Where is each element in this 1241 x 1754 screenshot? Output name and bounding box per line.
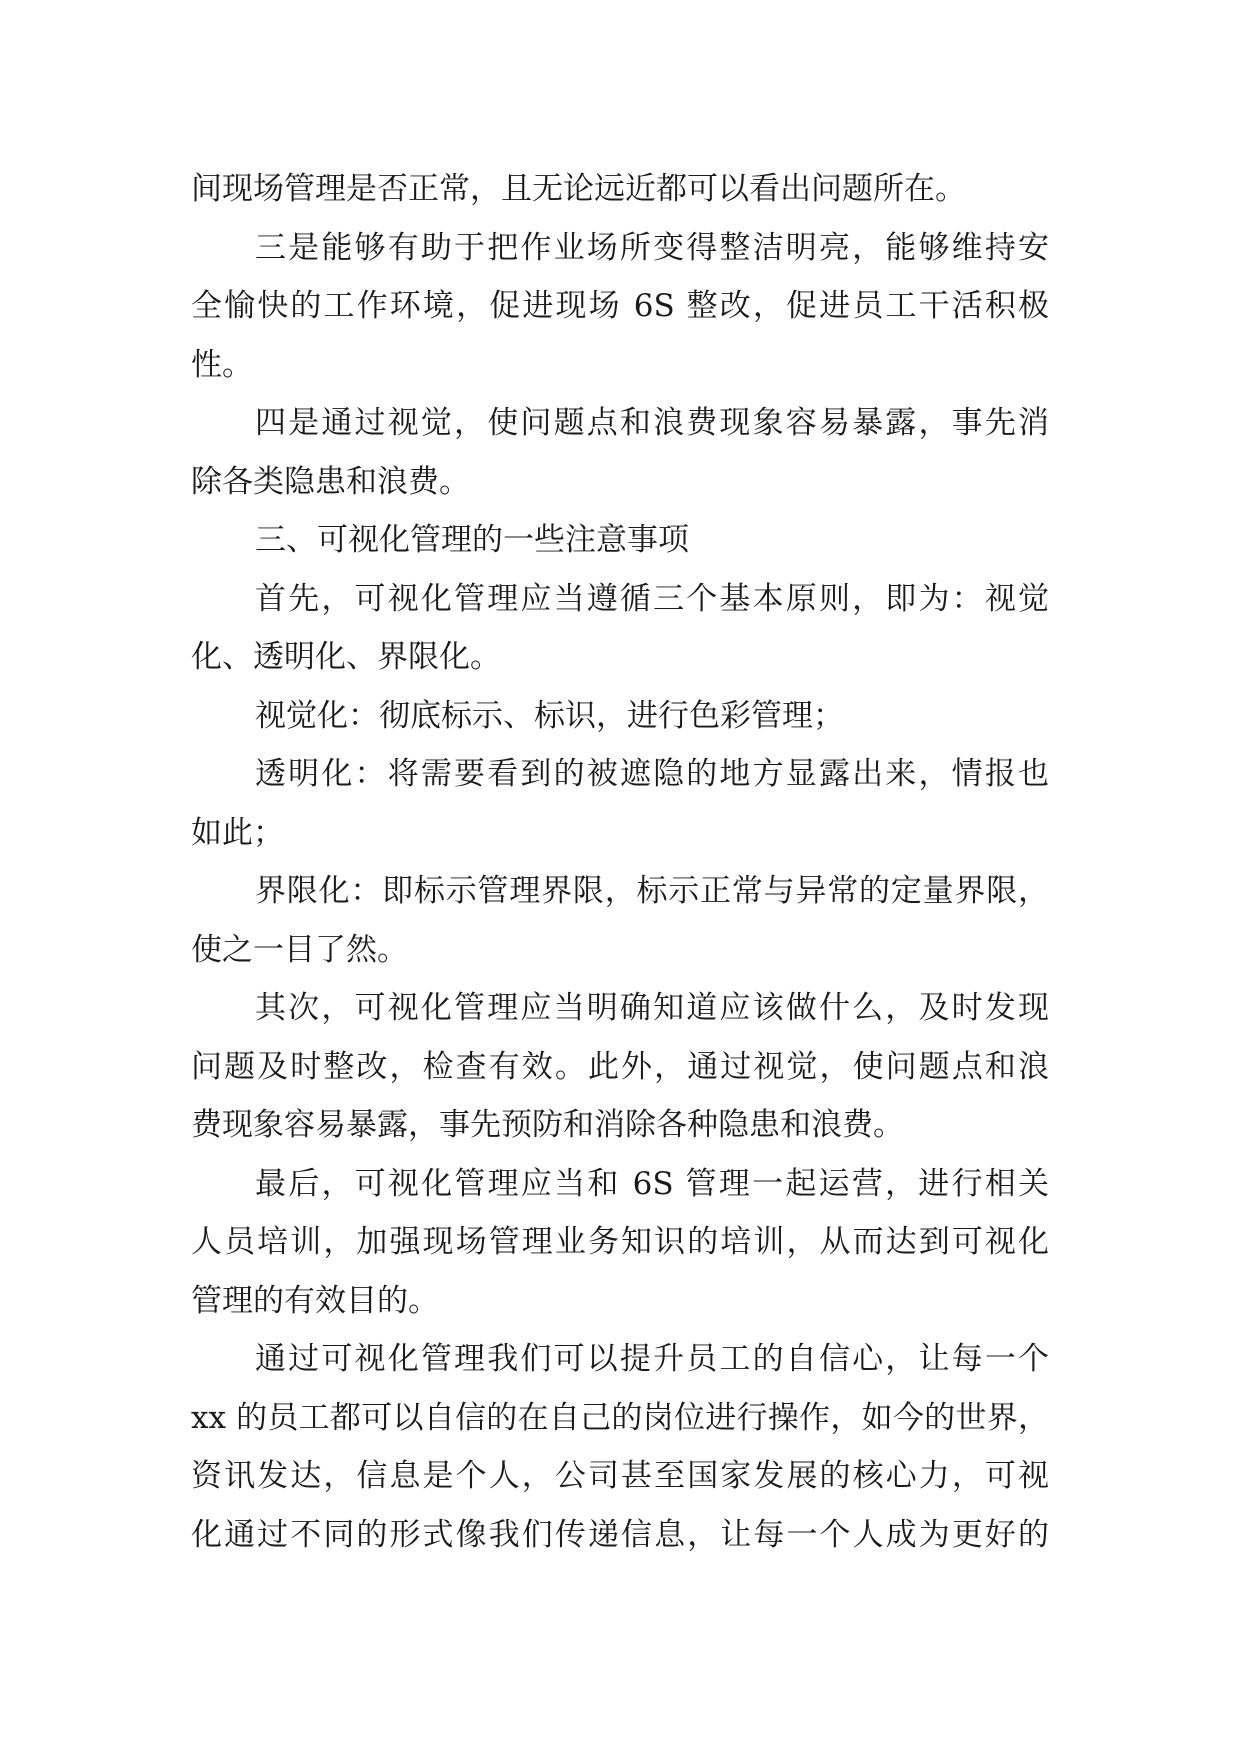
text-line: 如此； (191, 814, 284, 851)
text-line: 使之一目了然。 (191, 931, 408, 968)
text-line: 费现象容易暴露，事先预防和消除各种隐患和浪费。 (191, 1107, 904, 1143)
text-line: 问题及时整改，检查有效。此外，通过视觉，使问题点和浪 (191, 1048, 1049, 1085)
paragraph-first-line: 通过可视化管理我们可以提升员工的自信心，让每一个 (255, 1341, 1049, 1377)
document-body (191, 160, 1049, 1564)
text-line: 全愉快的工作环境，促进现场 6S 整改，促进员工干活积极 (191, 288, 1049, 324)
paragraph-first-line: 透明化：将需要看到的被遮隐的地方显露出来，情报也 (255, 756, 1049, 792)
paragraph-first-line: 其次，可视化管理应当明确知道应该做什么，及时发现 (255, 990, 1049, 1026)
paragraph-first-line: 三是能够有助于把作业场所变得整洁明亮，能够维持安 (255, 229, 1049, 266)
paragraph-first-line: 首先，可视化管理应当遵循三个基本原则，即为：视觉 (255, 580, 1049, 617)
text-line: 管理的有效目的。 (191, 1282, 439, 1319)
paragraph-first-line: 最后，可视化管理应当和 6S 管理一起运营，进行相关 (255, 1165, 1049, 1202)
text-line: xx 的员工都可以自信的在自己的岗位进行操作，如今的世界， (191, 1399, 1049, 1436)
text-line: 除各类隐患和浪费。 (191, 463, 470, 500)
paragraph-first-line: 视觉化：彻底标示、标识，进行色彩管理； (255, 697, 844, 734)
text-line: 间现场管理是否正常，且无论远近都可以看出问题所在。 (191, 171, 966, 207)
text-line: 资讯发达，信息是个人，公司甚至国家发展的核心力，可视 (191, 1458, 1049, 1494)
text-line: 化、透明化、界限化。 (191, 639, 501, 675)
paragraph-first-line: 四是通过视觉，使问题点和浪费现象容易暴露，事先消 (255, 405, 1049, 441)
paragraph-first-line: 界限化：即标示管理界限，标示正常与异常的定量界限， (255, 873, 1049, 909)
text-line: 化通过不同的形式像我们传递信息，让每一个人成为更好的 (191, 1516, 1049, 1553)
text-line: 人员培训，加强现场管理业务知识的培训，从而达到可视化 (191, 1224, 1049, 1260)
paragraph-first-line: 三、可视化管理的一些注意事项 (255, 522, 689, 558)
text-line: 性。 (191, 346, 253, 383)
